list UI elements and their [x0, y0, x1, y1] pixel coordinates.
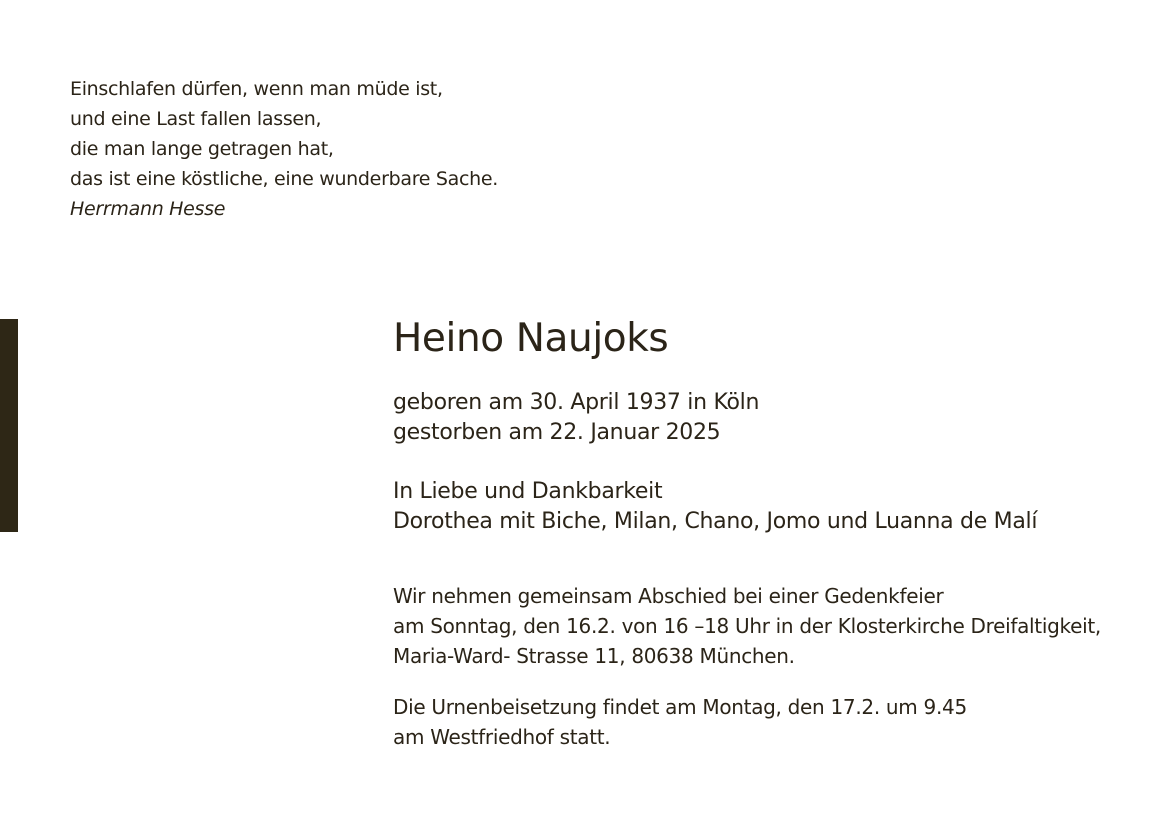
- memorial-info: [393, 581, 1153, 671]
- mourners-names: Dorothea mit Biche, Milan, Chano, Jomo und Luanna de Malí: [393, 509, 1038, 534]
- mourners: [393, 477, 1153, 537]
- decorative-edge-bar: [0, 319, 18, 532]
- deceased-name: Heino Naujoks: [393, 316, 669, 361]
- poem-line-1: Einschlafen dürfen, wenn man müde ist,: [70, 78, 443, 100]
- mourners-intro: In Liebe und Dankbarkeit: [393, 479, 663, 504]
- poem-line-2: und eine Last fallen lassen,: [70, 108, 322, 130]
- birth-date: geboren am 30. April 1937 in Köln: [393, 390, 760, 415]
- poem-line-4: das ist eine köstliche, eine wunderbare Sache.: [70, 168, 499, 190]
- poem-line-3: die man lange getragen hat,: [70, 138, 334, 160]
- poem-quote: [70, 74, 498, 224]
- life-dates: [393, 388, 1153, 448]
- poem-author: Herrmann Hesse: [70, 198, 226, 220]
- memorial-line-3: Maria-Ward- Strasse 11, 80638 München.: [393, 644, 795, 668]
- memorial-line-1: Wir nehmen gemeinsam Abschied bei einer Gedenkfeier: [393, 584, 944, 608]
- obituary-main: [393, 312, 1153, 752]
- burial-info: [393, 692, 1153, 752]
- death-date: gestorben am 22. Januar 2025: [393, 420, 721, 445]
- burial-line-2: am Westfriedhof statt.: [393, 725, 611, 749]
- memorial-line-2: am Sonntag, den 16.2. von 16 –18 Uhr in der Klosterkirche Dreifaltigkeit,: [393, 614, 1101, 638]
- burial-line-1: Die Urnenbeisetzung findet am Montag, den 17.2. um 9.45: [393, 695, 967, 719]
